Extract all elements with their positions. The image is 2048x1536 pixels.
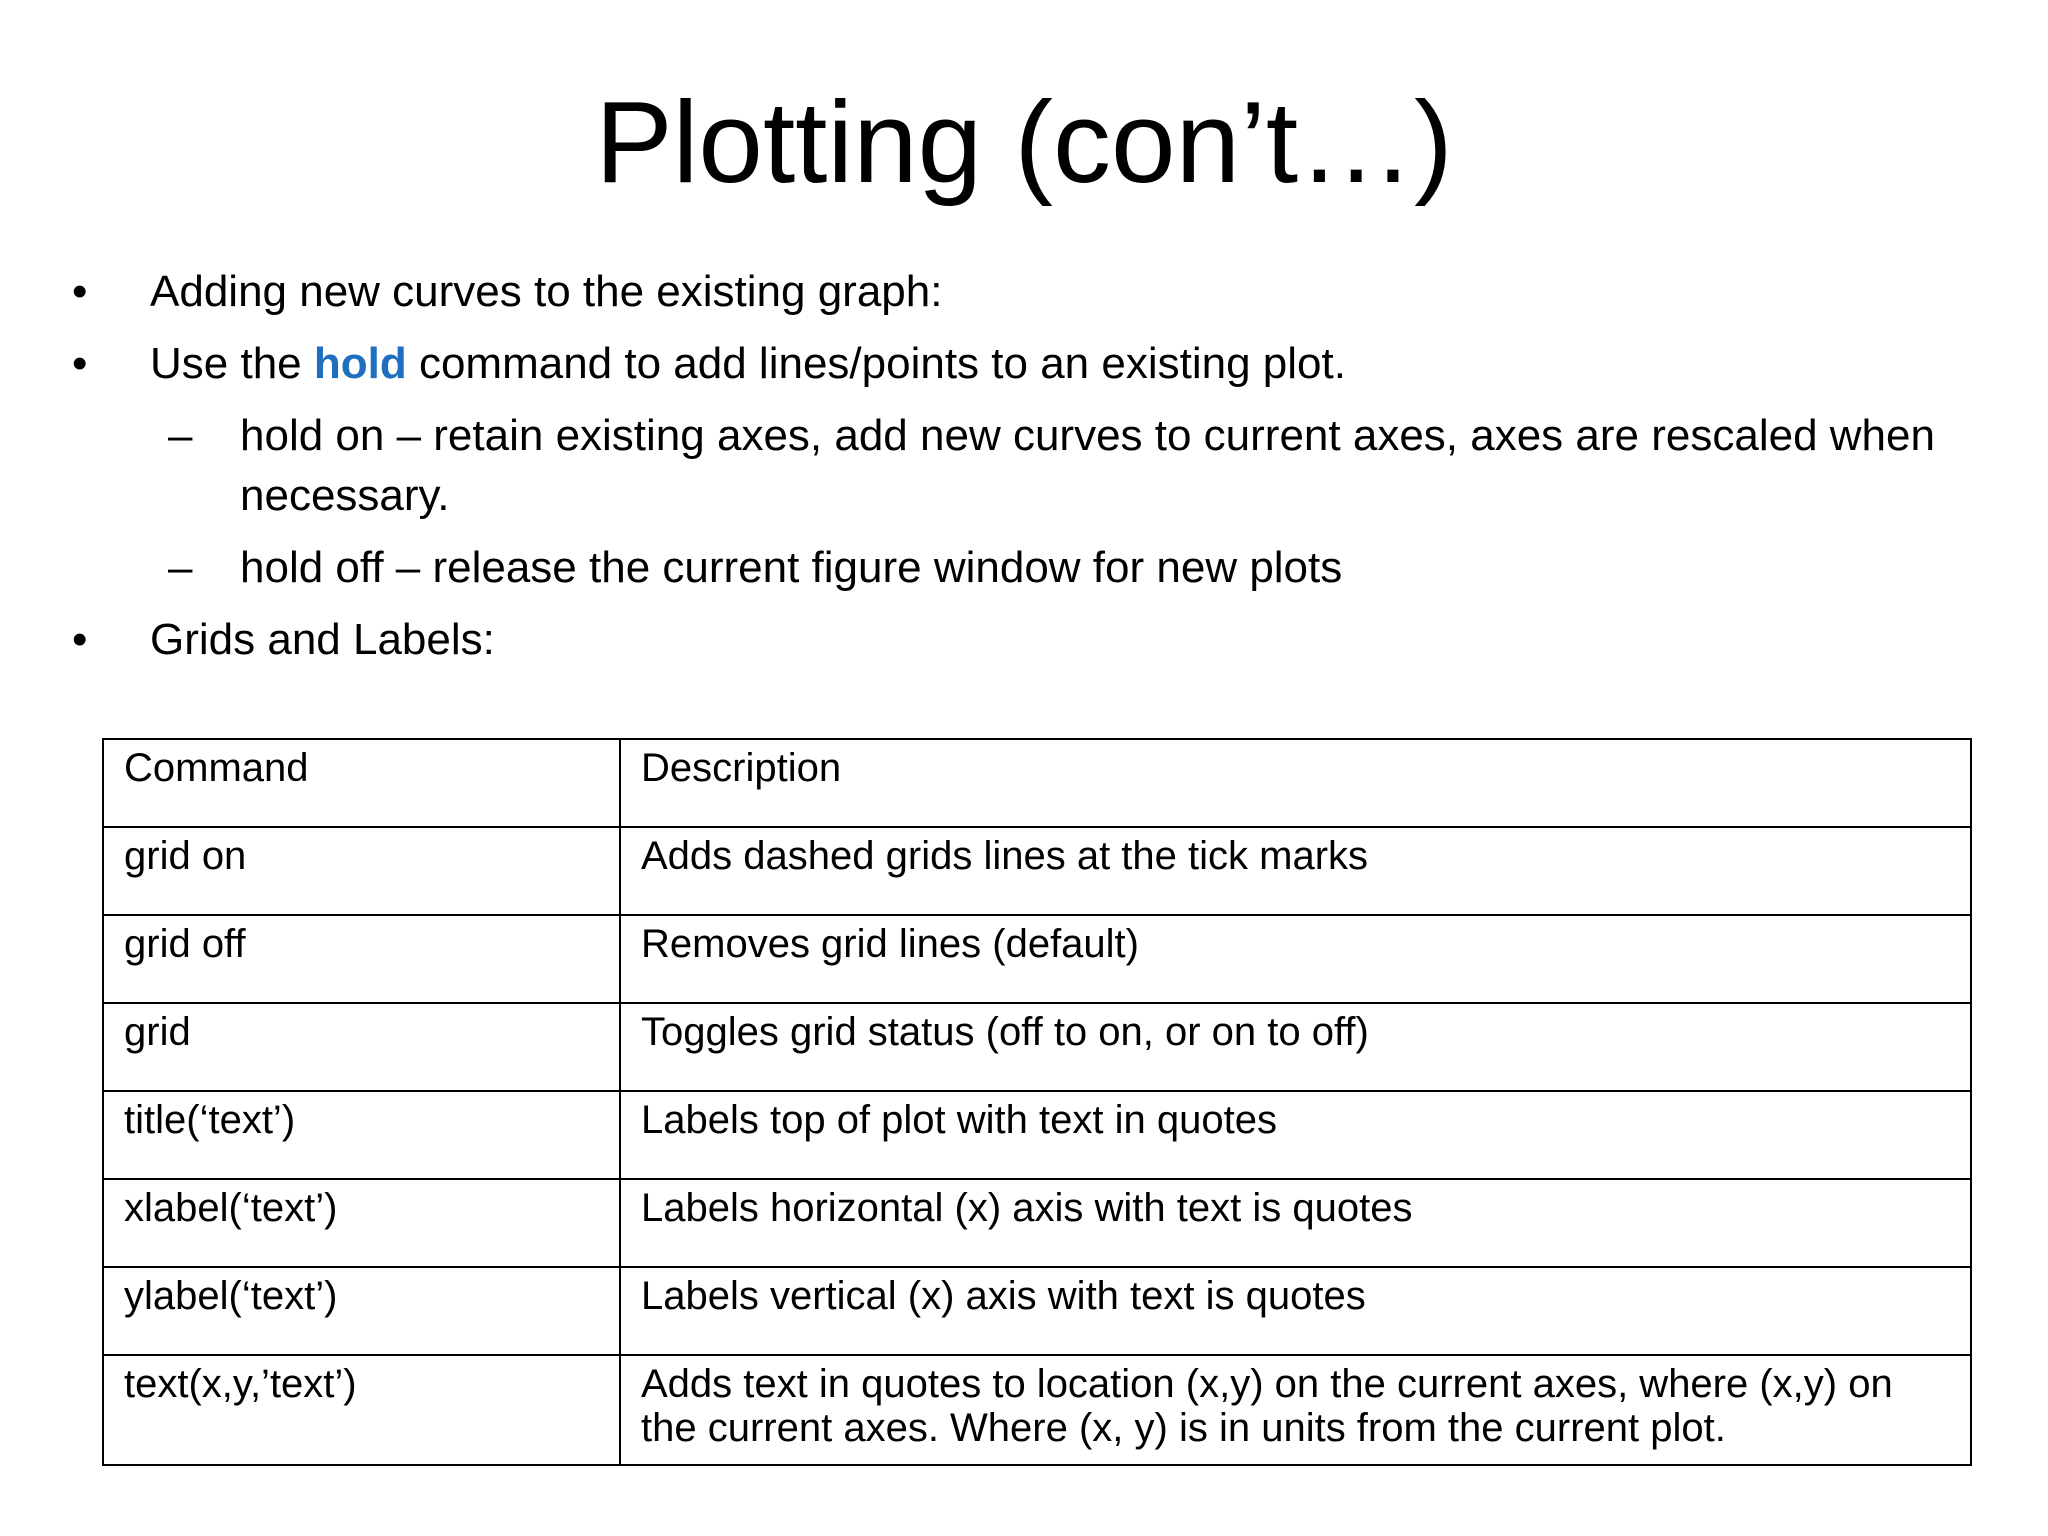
description-cell: Removes grid lines (default) — [620, 915, 1971, 1003]
command-cell: grid — [103, 1003, 620, 1091]
description-cell: Adds text in quotes to location (x,y) on the current axes, where (x,y) on the current axes. Where (x, y) is in units from the current plot. — [620, 1355, 1971, 1465]
header-description: Description — [620, 739, 1971, 827]
description-cell: Labels top of plot with text in quotes — [620, 1091, 1971, 1179]
bullet-marker: • — [72, 339, 88, 388]
command-cell: grid off — [103, 915, 620, 1003]
header-command: Command — [103, 739, 620, 827]
bullet-text-suffix: command to add lines/points to an existing plot. — [406, 339, 1346, 388]
sub-bullet-item — [72, 538, 1992, 598]
command-cell: title(‘text’) — [103, 1091, 620, 1179]
bullet-marker: • — [72, 267, 88, 316]
bullet-item — [72, 610, 1992, 670]
bullet-marker: • — [72, 615, 88, 664]
dash-marker: – — [168, 543, 193, 592]
table-header-row — [103, 739, 1971, 827]
description-cell: Labels horizontal (x) axis with text is quotes — [620, 1179, 1971, 1267]
bullet-item — [72, 334, 1992, 394]
table-row — [103, 915, 1971, 1003]
command-cell: text(x,y,’text’) — [103, 1355, 620, 1465]
bullet-text: Grids and Labels: — [150, 615, 495, 664]
sub-bullet-item — [72, 406, 1992, 526]
sub-bullet-text: hold on – retain existing axes, add new curves to current axes, axes are rescaled when necessary. — [240, 411, 1935, 520]
table-row — [103, 1003, 1971, 1091]
bullet-item — [72, 262, 1992, 322]
slide-title: Plotting (con’t…) — [595, 77, 1453, 207]
commands-table — [102, 738, 1972, 1466]
table-row — [103, 1179, 1971, 1267]
description-cell: Labels vertical (x) axis with text is quotes — [620, 1267, 1971, 1355]
command-cell: xlabel(‘text’) — [103, 1179, 620, 1267]
description-cell: Adds dashed grids lines at the tick marks — [620, 827, 1971, 915]
dash-marker: – — [168, 411, 193, 460]
table-row — [103, 827, 1971, 915]
hold-keyword: hold — [313, 339, 407, 388]
table-row — [103, 1355, 1971, 1465]
command-cell: grid on — [103, 827, 620, 915]
commands-table-container — [102, 738, 1972, 1466]
command-cell: ylabel(‘text’) — [103, 1267, 620, 1355]
sub-bullet-text: hold off – release the current figure window for new plots — [240, 543, 1343, 592]
bullet-list — [72, 262, 1992, 682]
table-row — [103, 1091, 1971, 1179]
description-cell: Toggles grid status (off to on, or on to off) — [620, 1003, 1971, 1091]
bullet-text: Adding new curves to the existing graph: — [150, 267, 943, 316]
bullet-text-prefix: Use the — [150, 339, 314, 388]
table-row — [103, 1267, 1971, 1355]
